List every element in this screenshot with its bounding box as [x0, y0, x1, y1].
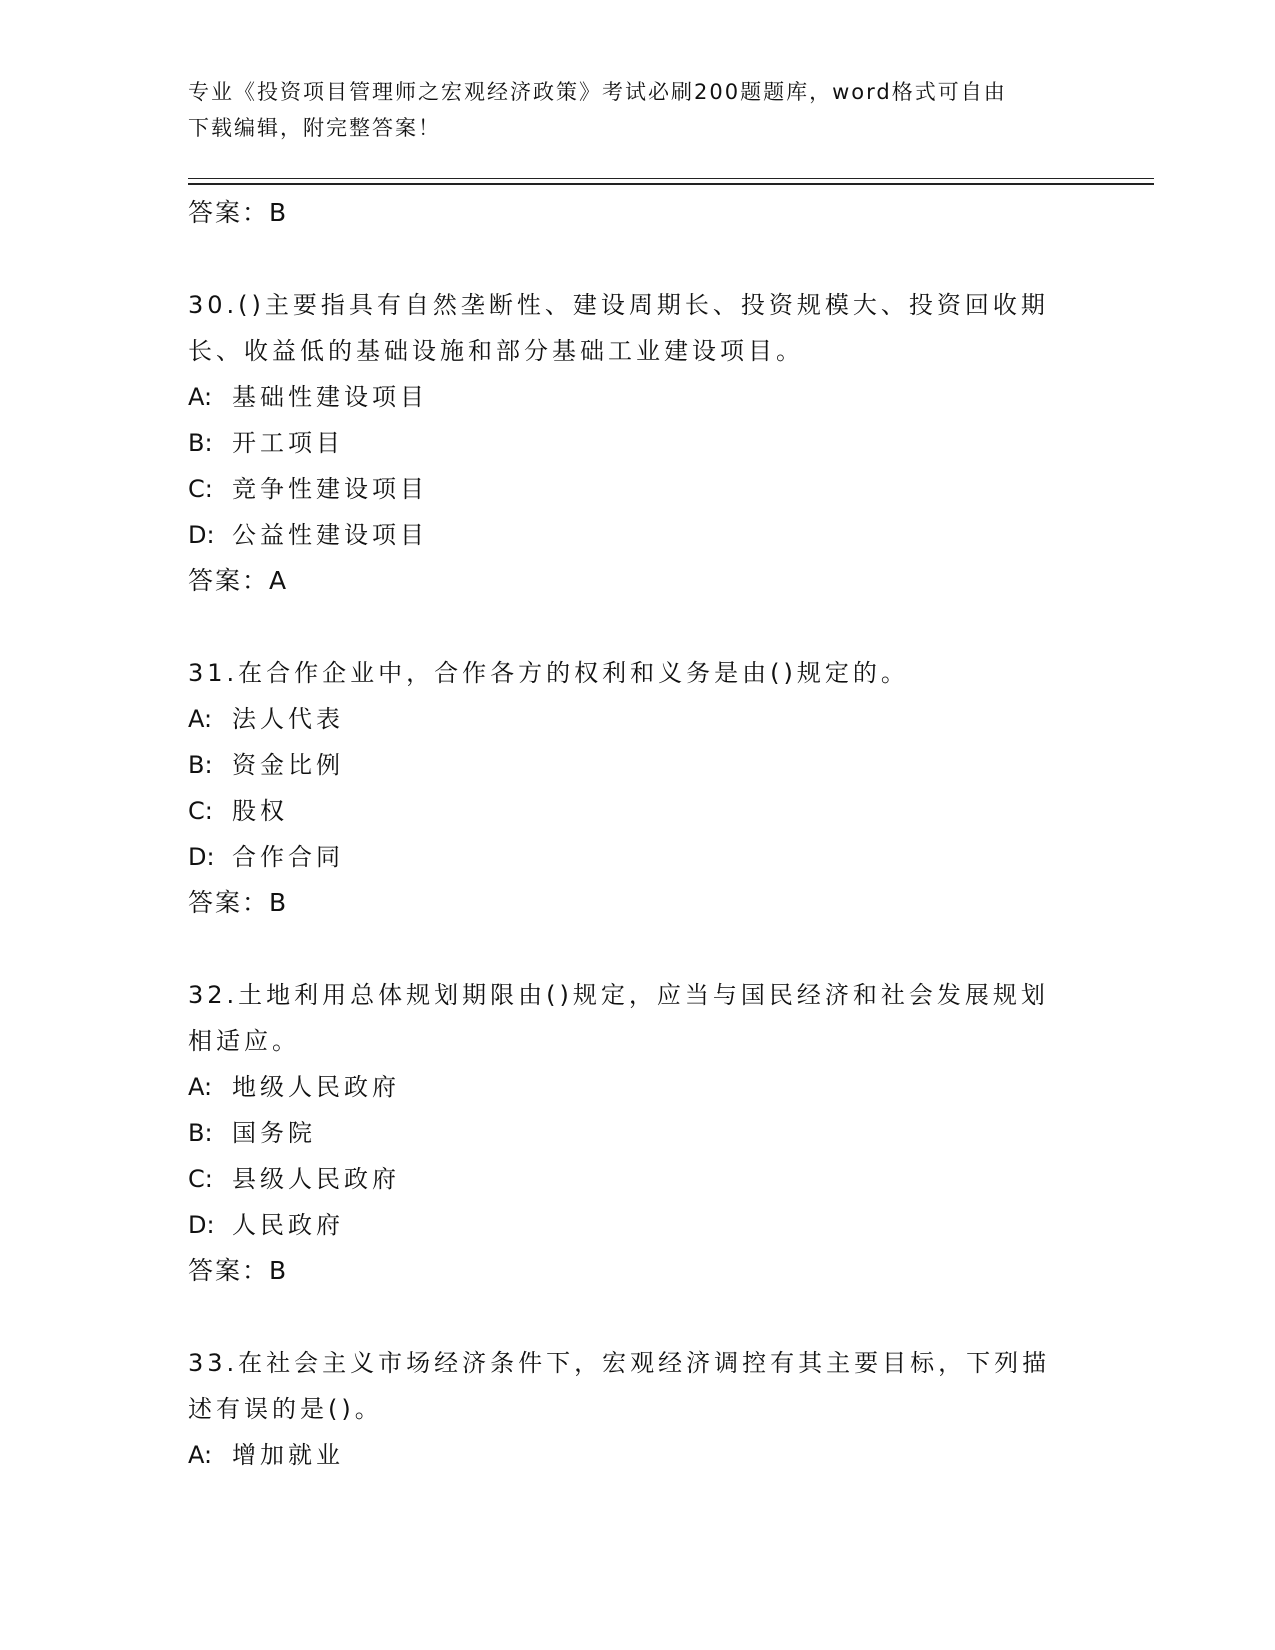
answer-line: 答案：B: [188, 1256, 289, 1285]
question-31: [188, 650, 1068, 926]
option-text: 县级人民政府: [232, 1165, 400, 1193]
answer-line: 答案：A: [188, 566, 289, 595]
header-divider-thick: [188, 183, 1154, 185]
option-b: [188, 742, 1068, 788]
previous-answer: 答案：B: [188, 198, 289, 227]
option-letter: A:: [188, 1441, 213, 1469]
option-text: 基础性建设项目: [232, 383, 428, 411]
option-letter: C:: [188, 797, 213, 825]
option-letter: D:: [188, 521, 215, 549]
question-33: [188, 1340, 1068, 1478]
option-b: [188, 1110, 1068, 1156]
option-text: 增加就业: [232, 1441, 344, 1469]
option-text: 公益性建设项目: [232, 521, 428, 549]
option-c: [188, 788, 1068, 834]
option-a: [188, 696, 1068, 742]
question-text-line: 30.()主要指具有自然垄断性、建设周期长、投资规模大、投资回收期: [188, 291, 1049, 319]
option-letter: D:: [188, 843, 215, 871]
option-text: 法人代表: [232, 705, 344, 733]
header-divider-thin: [188, 178, 1154, 179]
option-letter: A:: [188, 1073, 213, 1101]
question-text-line: 长、收益低的基础设施和部分基础工业建设项目。: [188, 337, 804, 365]
header-line-2: 下载编辑，附完整答案！: [188, 116, 441, 140]
option-letter: A:: [188, 705, 213, 733]
question-text-line: 31.在合作企业中，合作各方的权利和义务是由()规定的。: [188, 659, 909, 687]
answer-line: 答案：B: [188, 888, 289, 917]
option-letter: B:: [188, 1119, 213, 1147]
question-text-line: 相适应。: [188, 1027, 300, 1055]
question-text-line: 述有误的是()。: [188, 1395, 383, 1423]
option-text: 国务院: [232, 1119, 316, 1147]
option-text: 资金比例: [232, 751, 344, 779]
option-letter: C:: [188, 475, 213, 503]
option-text: 开工项目: [232, 429, 344, 457]
question-list: [188, 190, 1068, 1478]
option-text: 合作合同: [232, 843, 344, 871]
question-text-line: 33.在社会主义市场经济条件下，宏观经济调控有其主要目标，下列描: [188, 1349, 1051, 1377]
option-text: 股权: [232, 797, 288, 825]
option-a: [188, 374, 1068, 420]
question-32: [188, 972, 1068, 1294]
option-letter: A:: [188, 383, 213, 411]
option-c: [188, 1156, 1068, 1202]
option-text: 人民政府: [232, 1211, 344, 1239]
option-letter: D:: [188, 1211, 215, 1239]
option-a: [188, 1064, 1068, 1110]
option-letter: B:: [188, 751, 213, 779]
document-header: [188, 74, 1068, 146]
option-d: [188, 1202, 1068, 1248]
option-text: 竞争性建设项目: [232, 475, 428, 503]
question-text-line: 32.土地利用总体规划期限由()规定，应当与国民经济和社会发展规划: [188, 981, 1049, 1009]
option-d: [188, 834, 1068, 880]
option-letter: C:: [188, 1165, 213, 1193]
header-line-1: 专业《投资项目管理师之宏观经济政策》考试必刷200题题库，word格式可自由: [188, 80, 1007, 104]
option-c: [188, 466, 1068, 512]
option-text: 地级人民政府: [232, 1073, 400, 1101]
option-a: [188, 1432, 1068, 1478]
option-d: [188, 512, 1068, 558]
question-30: [188, 282, 1068, 604]
option-letter: B:: [188, 429, 213, 457]
option-b: [188, 420, 1068, 466]
